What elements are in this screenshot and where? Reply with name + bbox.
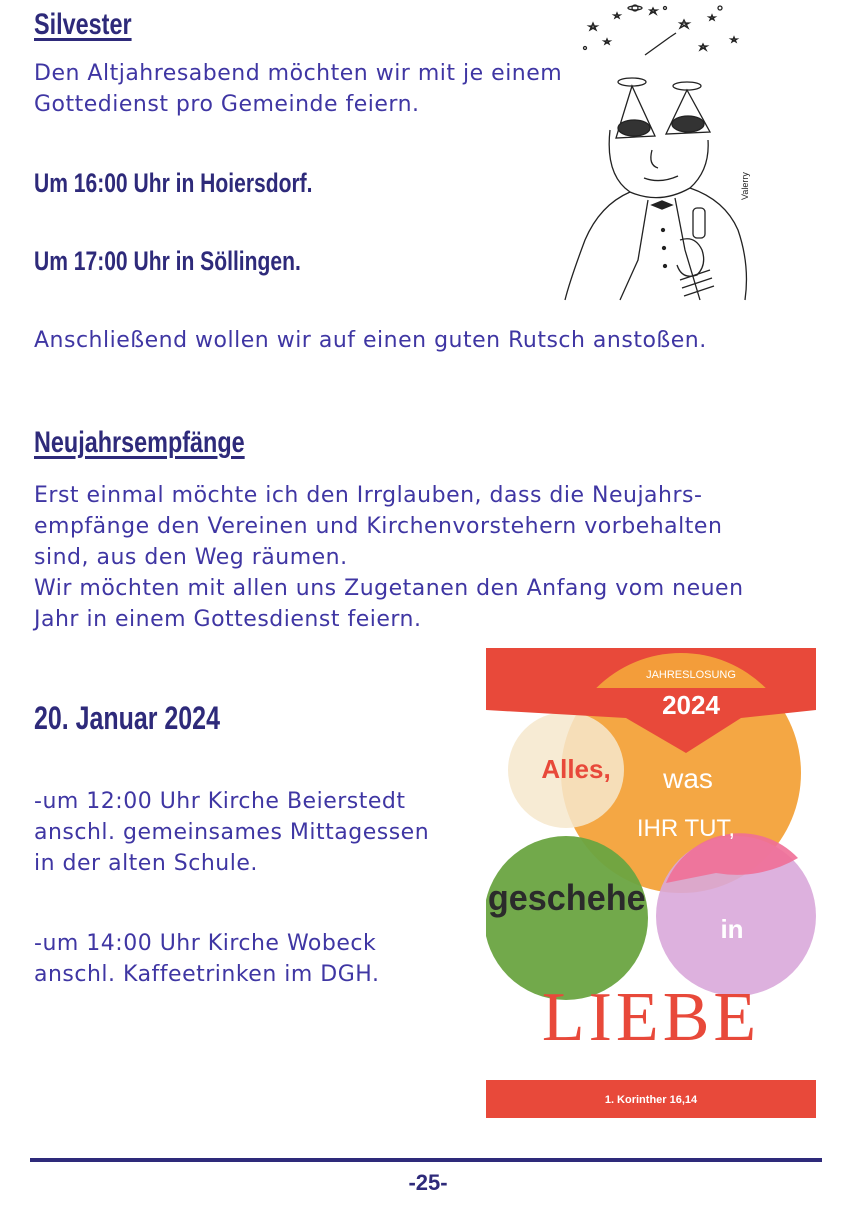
silvester-time-hoiersdorf: Um 16:00 Uhr in Hoiersdorf. <box>34 168 313 198</box>
jahreslosung-poster <box>486 648 816 1118</box>
new-year-man-illustration <box>560 0 760 310</box>
neujahr-text-line: sind, aus den Weg räumen. <box>34 545 348 570</box>
event-line: -um 12:00 Uhr Kirche Beierstedt <box>34 789 406 814</box>
poster-word-alles: Alles, <box>541 754 611 784</box>
event-line: in der alten Schule. <box>34 851 258 876</box>
event-wobeck <box>34 928 379 990</box>
page-number: -25- <box>408 1170 448 1195</box>
neujahr-text-line: Wir möchten mit allen uns Zugetanen den Anfang vom neuen <box>34 576 744 601</box>
neujahr-heading: Neujahrsempfänge <box>34 426 245 459</box>
silvester-intro-line: Den Altjahresabend möchten wir mit je einem <box>34 61 563 86</box>
silvester-closing: Anschließend wollen wir auf einen guten Rutsch anstoßen. <box>34 328 707 353</box>
poster-label: JAHRESLOSUNG <box>646 669 736 681</box>
poster-word-liebe: LIEBE <box>541 979 761 1056</box>
footer-divider <box>30 1158 822 1162</box>
poster-word-ihr-tut: IHR TUT, <box>636 815 736 842</box>
stars-icon <box>584 5 738 55</box>
silvester-heading: Silvester <box>34 8 132 41</box>
silvester-intro <box>34 58 562 120</box>
event-line: -um 14:00 Uhr Kirche Wobeck <box>34 931 377 956</box>
neujahr-text-line: empfänge den Vereinen und Kirchenvorstehern vorbehalten <box>34 514 723 539</box>
event-beierstedt <box>34 786 429 879</box>
neujahr-text-line: Jahr in einem Gottesdienst feiern. <box>34 607 422 632</box>
poster-word-was: was <box>663 763 713 794</box>
poster-reference: 1. Korinther 16,14 <box>604 1094 698 1106</box>
poster-word-in: in <box>720 914 744 944</box>
neujahr-text-line: Erst einmal möchte ich den Irrglauben, dass die Neujahrs- <box>34 483 703 508</box>
poster-word-geschehe: geschehe <box>487 878 646 919</box>
neujahr-text <box>34 480 744 635</box>
poster-graphic <box>486 648 816 1118</box>
event-line: anschl. Kaffeetrinken im DGH. <box>34 962 380 987</box>
silvester-time-soellingen: Um 17:00 Uhr in Söllingen. <box>34 246 301 276</box>
silvester-intro-line: Gottedienst pro Gemeinde feiern. <box>34 92 420 117</box>
event-line: anschl. gemeinsames Mittagessen <box>34 820 430 845</box>
poster-year: 2024 <box>662 690 720 720</box>
date-heading: 20. Januar 2024 <box>34 700 220 736</box>
illustration-signature: Valerry <box>740 172 750 200</box>
